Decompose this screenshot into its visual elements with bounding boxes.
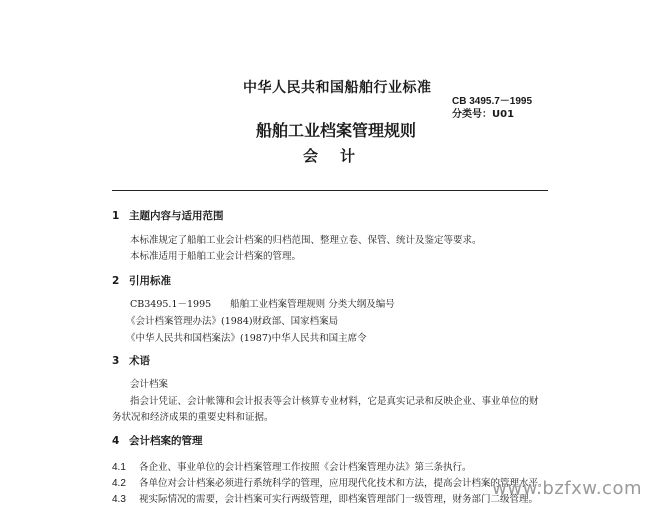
section-2-number: 2: [112, 275, 120, 287]
clause-4-3: [112, 487, 538, 506]
section-1-heading: [112, 208, 223, 223]
clause-4-1-text: 各企业、事业单位的会计档案管理工作按照《会计档案管理办法》第三条执行。: [139, 462, 472, 473]
standard-title: 中华人民共和国船舶行业标准: [243, 80, 432, 96]
reference-2: 《会计档案管理办法》(1984)财政部、国家档案局: [126, 316, 339, 327]
term-name: 会计档案: [130, 379, 169, 390]
term-definition-line-1: 指会计凭证、会计帐簿和会计报表等会计核算专业材料，它是真实记录和反映企业、事业单位的财: [130, 396, 539, 407]
clause-4-3-number: 4.3: [112, 494, 126, 505]
clause-4-1-number: 4.1: [112, 462, 126, 473]
document-subtitle: 会计: [303, 147, 378, 165]
clause-4-2-number: 4.2: [112, 478, 126, 489]
section-3-number: 3: [112, 355, 120, 367]
section-2-title: 引用标准: [128, 275, 171, 287]
reference-1: CB3495.1－1995 船舶工业档案管理规则 分类大纲及编号: [130, 299, 395, 310]
section-1-number: 1: [112, 210, 120, 222]
section-2-heading: [112, 273, 171, 288]
clause-4-2-text: 各单位对会计档案必须进行系统科学的管理，应用现代化技术和方法，提高会计档案的管理水平。: [139, 478, 548, 489]
section-4-number: 4: [112, 435, 120, 447]
section-4-title: 会计档案的管理: [128, 435, 203, 447]
section-1-paragraph-1: 本标准规定了船舶工业会计档案的归档范围、整理立卷、保管、统计及鉴定等要求。: [130, 235, 482, 246]
term-definition-line-2: 务状况和经济成果的重要史料和证据。: [112, 412, 274, 423]
section-4-heading: [112, 433, 202, 448]
section-1-paragraph-2: 本标准适用于船舶工业会计档案的管理。: [130, 251, 302, 262]
site-watermark: www.bzfxw.com: [492, 478, 642, 499]
reference-3: 《中华人民共和国档案法》(1987)中华人民共和国主席令: [126, 333, 367, 344]
standard-code: CB 3495.7－1995: [452, 96, 533, 107]
document-title: 船舶工业档案管理规则: [256, 121, 417, 140]
section-1-title: 主题内容与适用范围: [128, 210, 224, 222]
clause-4-3-text: 视实际情况的需要，会计档案可实行两级管理，即档案管理部门一级管理，财务部门二级管理。: [139, 494, 539, 505]
section-3-heading: [112, 353, 150, 368]
header-divider: [112, 190, 548, 191]
classification-number: 分类号：U01: [452, 109, 515, 120]
section-3-title: 术语: [128, 355, 150, 367]
